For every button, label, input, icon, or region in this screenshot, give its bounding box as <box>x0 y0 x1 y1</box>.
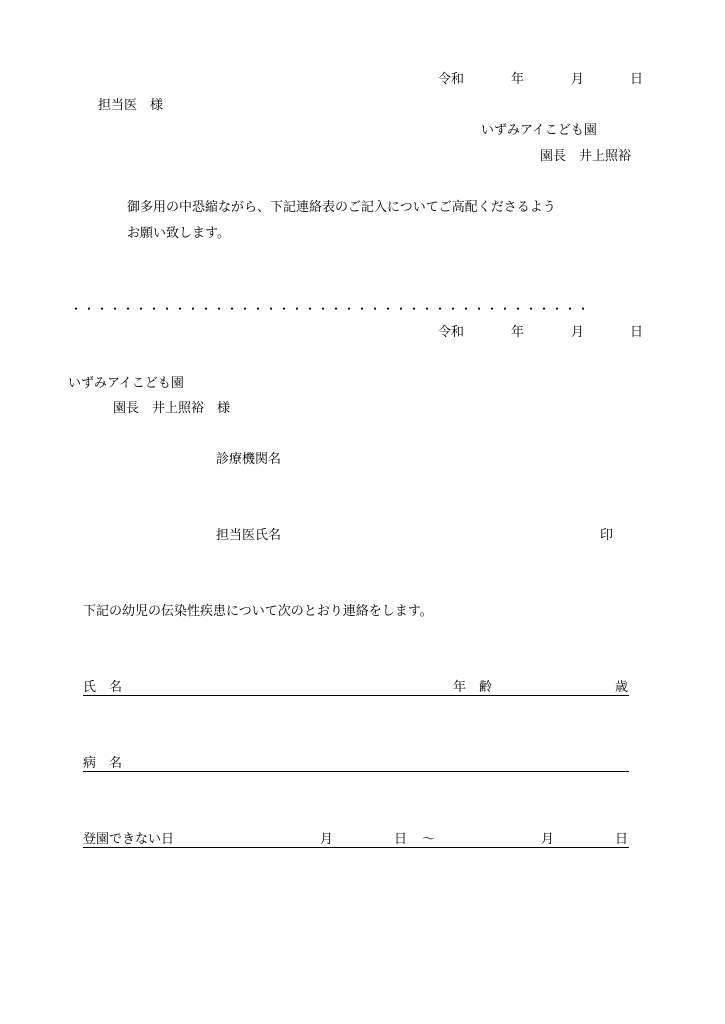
reply-date-year: 年 <box>511 325 525 340</box>
absence-underline <box>83 847 629 848</box>
request-date-month: 月 <box>571 72 585 87</box>
request-date-day: 日 <box>630 72 644 87</box>
doctor-name-label: 担当医氏名 <box>216 528 282 543</box>
absence-days-label: 登園できない日 <box>83 832 175 847</box>
addressee: 担当医 様 <box>98 98 164 113</box>
name-age-underline <box>83 695 629 696</box>
disease-underline <box>83 771 629 772</box>
disease-name-label: 病 名 <box>83 756 123 771</box>
absence-end-day: 日 <box>615 832 629 847</box>
recipient-org: いずみアイこども園 <box>68 376 184 391</box>
sender-head: 園長 井上照裕 <box>540 149 632 164</box>
sender-org: いずみアイこども園 <box>481 123 597 138</box>
request-text-line1: 御多用の中恐縮ながら、下記連絡表のご記入についてご高配くださるよう <box>127 200 556 215</box>
request-text-line2: お願い致します。 <box>127 226 230 241</box>
request-date-year: 年 <box>511 72 525 87</box>
absence-range-tilde: ～ <box>422 832 436 847</box>
cut-line-separator: ・・・・・・・・・・・・・・・・・・・・・・・・・・・・・・・・・・・・・・・・ <box>70 302 591 316</box>
reply-date-month: 月 <box>571 325 585 340</box>
request-date-era: 令和 <box>438 72 465 87</box>
seal-mark: 印 <box>600 528 614 543</box>
child-name-label: 氏 名 <box>83 680 123 695</box>
age-unit: 歳 <box>615 680 629 695</box>
recipient-head: 園長 井上照裕 様 <box>113 401 231 416</box>
age-label: 年 齢 <box>453 680 493 695</box>
statement-text: 下記の幼児の伝染性疾患について次のとおり連絡をします。 <box>83 604 433 619</box>
reply-date-day: 日 <box>630 325 644 340</box>
clinic-name-label: 診療機関名 <box>216 452 282 467</box>
absence-end-month: 月 <box>541 832 555 847</box>
absence-start-month: 月 <box>320 832 334 847</box>
reply-date-era: 令和 <box>438 325 465 340</box>
absence-start-day: 日 <box>394 832 408 847</box>
